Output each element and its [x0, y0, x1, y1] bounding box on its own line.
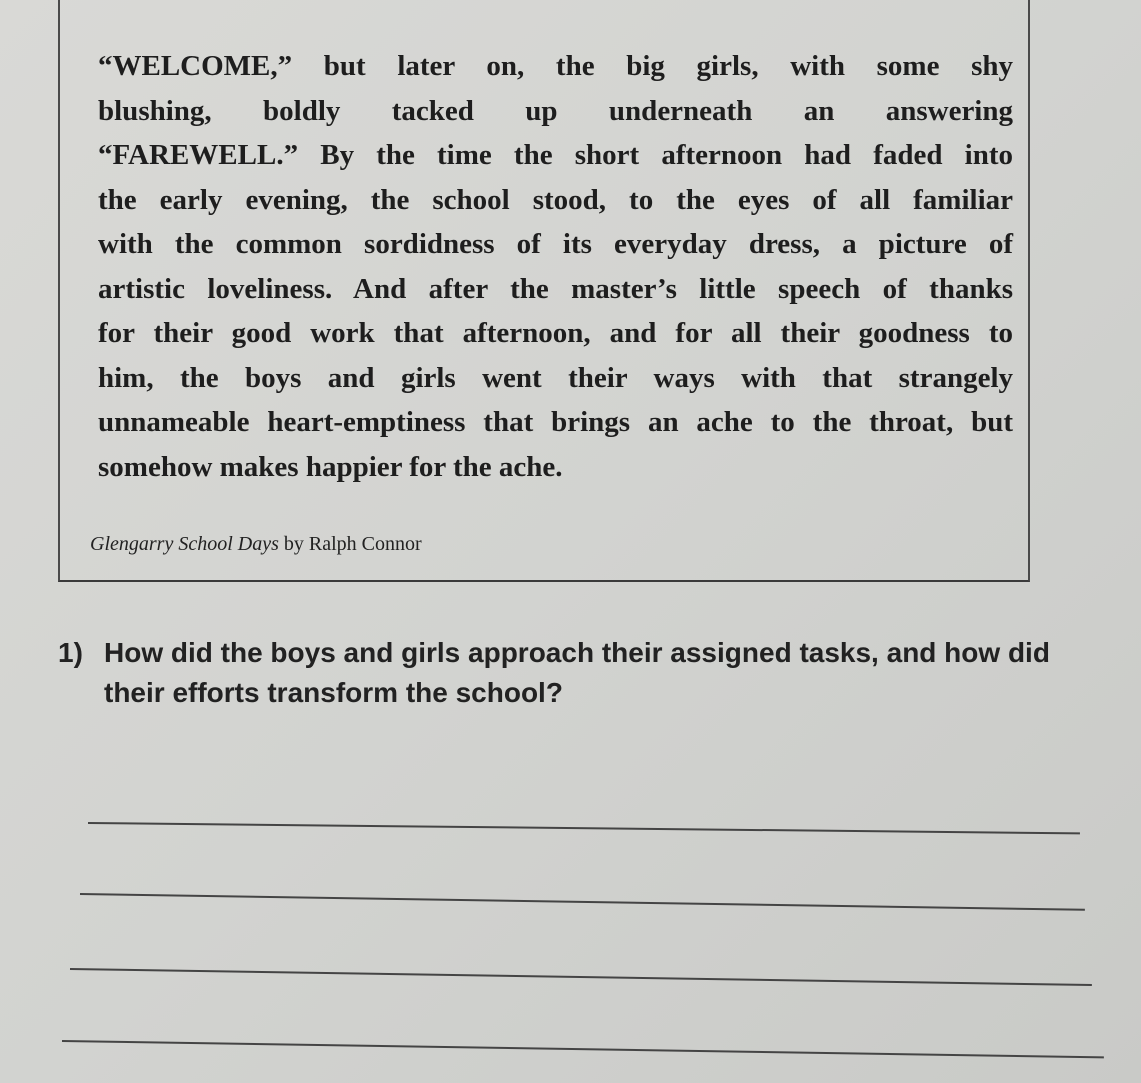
passage-line: him, the boys and girls went their ways with that strangely — [98, 361, 1013, 394]
citation-author: by Ralph Connor — [278, 533, 422, 555]
passage-line: “WELCOME,” but later on, the big girls, with some shy — [98, 50, 1013, 82]
question-text: How did the boys and girls approach their assigned tasks, and how did their efforts transform the school? — [104, 637, 1050, 708]
question-number: 1) — [58, 637, 83, 668]
answer-line[interactable] — [62, 1040, 1104, 1058]
passage-line: somehow makes happier for the ache. — [98, 450, 563, 483]
answer-line[interactable] — [88, 822, 1080, 834]
answer-line[interactable] — [70, 968, 1092, 986]
answer-line[interactable] — [80, 893, 1085, 911]
passage-line: blushing, boldly tacked up underneath an answering — [98, 94, 1013, 127]
passage-line: “FAREWELL.” By the time the short afternoon had faded into — [98, 139, 1013, 171]
citation — [90, 533, 422, 556]
citation-title: Glengarry School Days — [90, 533, 279, 555]
passage-line: artistic loveliness. And after the master’s little speech of thanks — [98, 272, 1013, 305]
question-1 — [58, 633, 1068, 713]
passage-text — [98, 50, 1013, 495]
passage-line: unnameable heart-emptiness that brings an ache to the throat, but — [98, 406, 1013, 438]
passage-line: with the common sordidness of its everyday dress, a picture of — [98, 228, 1013, 260]
passage-line: the early evening, the school stood, to the eyes of all familiar — [98, 183, 1013, 216]
passage-line: for their good work that afternoon, and for all their goodness to — [98, 317, 1013, 349]
